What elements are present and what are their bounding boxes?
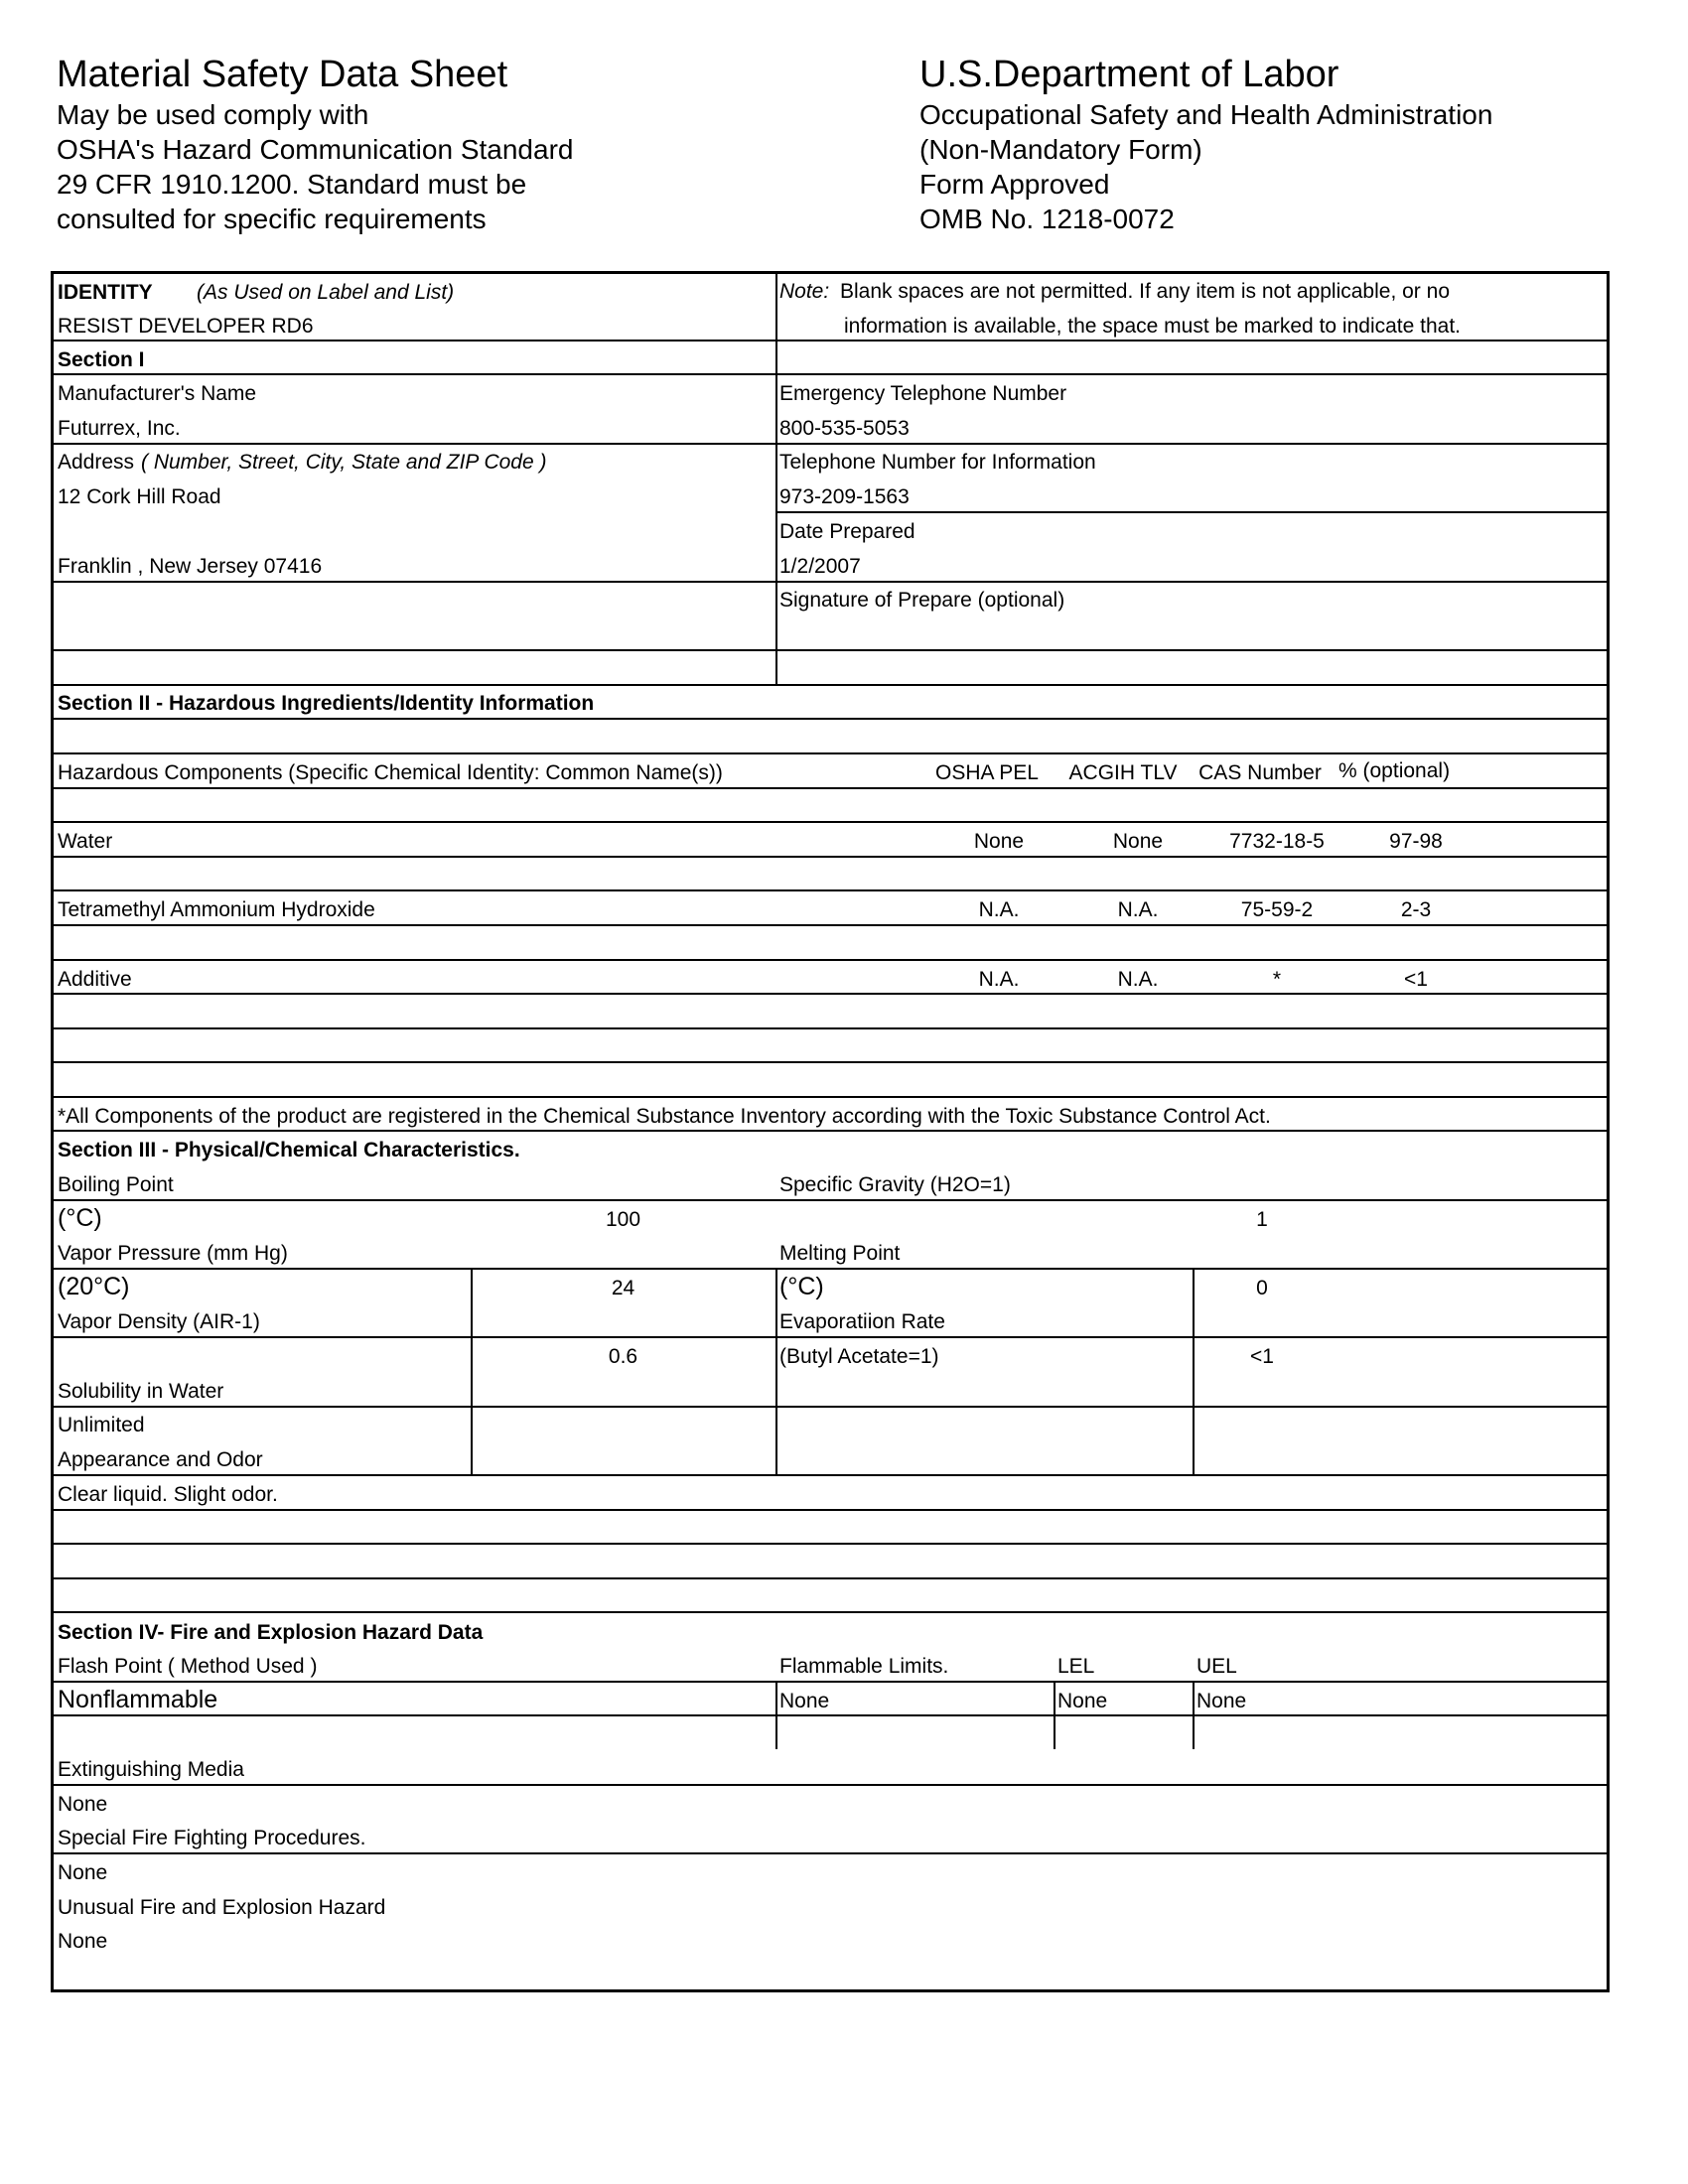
percent-value: <1 xyxy=(1404,968,1428,991)
header-right-line: Occupational Safety and Health Administration xyxy=(919,99,1493,130)
column-divider xyxy=(1193,1681,1195,1749)
osha-pel-value: N.A. xyxy=(978,898,1020,921)
boiling-point-value: 100 xyxy=(605,1208,641,1231)
row-divider xyxy=(54,1027,1607,1029)
row-divider xyxy=(54,924,1607,926)
row-divider xyxy=(54,1577,1607,1579)
cas-number-value: 75-59-2 xyxy=(1240,898,1314,921)
vapor-pressure-unit: (20°C) xyxy=(58,1273,130,1300)
header-left-line: May be used comply with xyxy=(57,99,369,130)
flammable-limits-value: None xyxy=(779,1690,830,1712)
percent-optional: optional xyxy=(1369,759,1444,782)
melting-point-label: Melting Point xyxy=(779,1242,901,1265)
melting-point-unit: (°C) xyxy=(779,1273,824,1300)
agency-title: U.S.Department of Labor xyxy=(919,54,1339,95)
lel-value: None xyxy=(1057,1690,1108,1712)
row-divider xyxy=(54,1681,1607,1683)
unusual-hazard-label: Unusual Fire and Explosion Hazard xyxy=(58,1896,386,1919)
identity-value: RESIST DEVELOPER RD6 xyxy=(58,315,314,338)
boiling-point-label: Boiling Point xyxy=(58,1173,174,1196)
percent-close: ) xyxy=(1443,759,1451,782)
acgih-tlv-header: ACGIH TLV xyxy=(1068,761,1178,784)
info-phone-label: Telephone Number for Information xyxy=(779,451,1096,474)
address-line-1: 12 Cork Hill Road xyxy=(58,485,221,508)
signature-label xyxy=(779,587,1064,614)
header-right-line: Form Approved xyxy=(919,169,1110,200)
header-left-line: consulted for specific requirements xyxy=(57,204,487,234)
osha-pel-header: OSHA PEL xyxy=(935,761,1039,784)
info-phone-value: 973-209-1563 xyxy=(779,485,910,508)
row-divider xyxy=(54,856,1607,858)
row-divider xyxy=(54,649,1607,651)
column-divider xyxy=(775,274,777,684)
percent-value: 2-3 xyxy=(1400,898,1432,921)
column-divider xyxy=(1054,1681,1055,1749)
melting-point-value: 0 xyxy=(1256,1277,1268,1299)
vapor-density-label: Vapor Density (AIR-1) xyxy=(58,1310,260,1333)
row-divider xyxy=(54,1611,1607,1613)
address-sublabel: ( Number, Street, City, State and ZIP Code ) xyxy=(141,451,547,474)
header-left xyxy=(57,52,573,236)
section-2-title: Section II - Hazardous Ingredients/Identity Information xyxy=(58,692,595,715)
row-divider xyxy=(54,889,1607,891)
row-divider xyxy=(54,1474,1607,1476)
acgih-tlv-value: N.A. xyxy=(1117,968,1159,991)
cas-number-value: 7732-18-5 xyxy=(1229,830,1325,853)
component-name: Water xyxy=(58,830,113,853)
row-divider xyxy=(54,684,1607,686)
identity-label: IDENTITY xyxy=(58,281,153,304)
row-divider xyxy=(775,511,1607,513)
evaporation-rate-unit: (Butyl Acetate=1) xyxy=(779,1345,939,1368)
note-text: Blank spaces are not permitted. If any item is not applicable, or no xyxy=(840,280,1450,303)
row-divider xyxy=(54,1509,1607,1511)
acgih-tlv-value: N.A. xyxy=(1117,898,1159,921)
row-divider xyxy=(54,1543,1607,1545)
section-3-title: Section III - Physical/Chemical Characteristics. xyxy=(58,1139,520,1161)
note-label: Note: xyxy=(779,280,830,303)
osha-pel-value: None xyxy=(973,830,1025,853)
component-name: Tetramethyl Ammonium Hydroxide xyxy=(58,898,375,921)
specific-gravity-value: 1 xyxy=(1256,1208,1268,1231)
solubility-value: Unlimited xyxy=(58,1414,145,1436)
cas-number-value: * xyxy=(1272,968,1282,991)
flash-point-value: Nonflammable xyxy=(58,1686,218,1713)
row-divider xyxy=(54,718,1607,720)
row-divider xyxy=(54,1096,1607,1098)
acgih-tlv-value: None xyxy=(1112,830,1164,853)
special-procedures-value: None xyxy=(58,1861,108,1884)
vapor-pressure-value: 24 xyxy=(611,1277,635,1299)
row-divider xyxy=(54,1784,1607,1786)
header-left-line: 29 CFR 1910.1200. Standard must be xyxy=(57,169,527,200)
header-right-line: (Non-Mandatory Form) xyxy=(919,134,1202,165)
flash-point-label: Flash Point ( Method Used ) xyxy=(58,1655,318,1678)
column-divider xyxy=(775,1268,777,1474)
header-right-line: OMB No. 1218-0072 xyxy=(919,204,1175,234)
component-name: Additive xyxy=(58,968,132,991)
row-divider xyxy=(54,787,1607,789)
row-divider xyxy=(54,752,1607,754)
date-prepared-label: Date Prepared xyxy=(779,520,915,543)
document-title: Material Safety Data Sheet xyxy=(57,54,508,95)
lel-label: LEL xyxy=(1057,1655,1095,1678)
manufacturer-value: Futurrex, Inc. xyxy=(58,417,181,440)
signature-label-text: Signature of Prepare ( xyxy=(779,589,985,612)
row-divider xyxy=(54,581,1607,583)
solubility-label: Solubility in Water xyxy=(58,1380,224,1403)
header-left-line: OSHA's Hazard Communication Standard xyxy=(57,134,574,165)
special-procedures-label: Special Fire Fighting Procedures. xyxy=(58,1827,366,1849)
uel-label: UEL xyxy=(1196,1655,1237,1678)
note-text: information is available, the space must be marked to indicate that. xyxy=(844,315,1461,338)
row-divider xyxy=(54,1268,1607,1270)
evaporation-rate-value: <1 xyxy=(1250,1345,1274,1368)
address-line-2: Franklin , New Jersey 07416 xyxy=(58,555,323,578)
identity-sublabel: (As Used on Label and List) xyxy=(197,281,455,304)
uel-value: None xyxy=(1196,1690,1247,1712)
components-header: Hazardous Components (Specific Chemical Identity: Common Name(s)) xyxy=(58,761,723,784)
extinguishing-media-value: None xyxy=(58,1793,108,1816)
row-divider xyxy=(54,1852,1607,1854)
address-label: Address xyxy=(58,451,135,474)
cas-number-header: CAS Number xyxy=(1198,761,1322,784)
appearance-value: Clear liquid. Slight odor. xyxy=(58,1483,278,1506)
osha-pel-value: N.A. xyxy=(978,968,1020,991)
signature-optional: optional xyxy=(984,589,1058,612)
manufacturer-label: Manufacturer's Name xyxy=(58,382,257,405)
section-1-title: Section I xyxy=(58,348,145,371)
specific-gravity-label: Specific Gravity (H2O=1) xyxy=(779,1173,1011,1196)
unusual-hazard-value: None xyxy=(58,1930,108,1953)
msds-form xyxy=(51,271,1610,1992)
row-divider xyxy=(54,373,1607,375)
percent-header xyxy=(1338,757,1450,785)
row-divider xyxy=(54,1714,1607,1716)
boiling-point-unit: (°C) xyxy=(58,1204,102,1232)
header-right xyxy=(919,52,1492,236)
signature-close: ) xyxy=(1057,589,1065,612)
row-divider xyxy=(54,1406,1607,1408)
percent-label: % ( xyxy=(1338,759,1370,782)
emergency-phone-label: Emergency Telephone Number xyxy=(779,382,1067,405)
section-4-title: Section IV- Fire and Explosion Hazard Data xyxy=(58,1621,484,1644)
extinguishing-media-label: Extinguishing Media xyxy=(58,1758,244,1781)
vapor-density-value: 0.6 xyxy=(608,1345,638,1368)
column-divider xyxy=(775,1681,777,1749)
row-divider xyxy=(54,1199,1607,1201)
row-divider xyxy=(54,443,1607,445)
row-divider xyxy=(54,821,1607,823)
emergency-phone-value: 800-535-5053 xyxy=(779,417,910,440)
row-divider xyxy=(54,959,1607,961)
row-divider xyxy=(54,1336,1607,1338)
date-prepared-value: 1/2/2007 xyxy=(779,555,861,578)
vapor-pressure-label: Vapor Pressure (mm Hg) xyxy=(58,1242,288,1265)
tsca-footnote: *All Components of the product are registered in the Chemical Substance Inventory according with the Toxic Substance Control Act. xyxy=(58,1105,1271,1128)
flammable-limits-label: Flammable Limits. xyxy=(779,1655,949,1678)
row-divider xyxy=(54,1061,1607,1063)
evaporation-rate-label: Evaporatiion Rate xyxy=(779,1310,945,1333)
percent-value: 97-98 xyxy=(1389,830,1443,853)
appearance-label: Appearance and Odor xyxy=(58,1448,263,1471)
